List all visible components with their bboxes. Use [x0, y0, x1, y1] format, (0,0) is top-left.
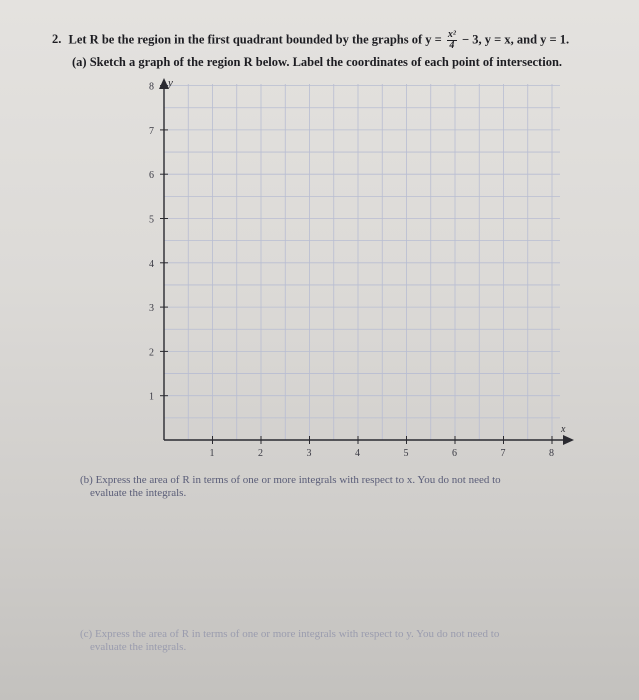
- question-number: 2.: [52, 32, 62, 47]
- x-axis-arrowhead: [563, 435, 574, 445]
- grid-lines: [164, 84, 560, 440]
- part-c-line-2: evaluate the integrals.: [90, 641, 187, 653]
- y-tick-label: 8: [149, 81, 154, 93]
- y-tick-label: 7: [149, 125, 154, 137]
- y-tick-label: 6: [149, 170, 154, 182]
- y-tick-label: 3: [149, 303, 154, 315]
- axes: [159, 78, 574, 445]
- x-tick-label: 3: [306, 448, 312, 459]
- y-tick-label: 2: [149, 347, 154, 359]
- y-tick-label: 4: [149, 258, 154, 270]
- fraction-numerator: x²: [447, 29, 456, 40]
- x-tick-label: 4: [355, 448, 360, 459]
- x-tick-label: 6: [452, 448, 457, 459]
- part-c-line-1: (c) Express the area of R in terms of one or more integrals with respect to y. You do not need to: [80, 628, 500, 640]
- part-c-prompt: [80, 628, 499, 654]
- tick-marks: [160, 86, 552, 444]
- question-intro-end: − 3, y = x, and y = 1.: [462, 32, 570, 47]
- part-b-line-1: (b) Express the area of R in terms of one or more integrals with respect to x. You do not need to: [80, 474, 501, 486]
- part-a-prompt: (a) Sketch a graph of the region R below. Label the coordinates of each point of intersection.: [72, 55, 563, 69]
- x-tick-label: 8: [549, 448, 554, 459]
- x-tick-label: 7: [500, 448, 506, 459]
- tick-labels: [149, 82, 554, 459]
- y-tick-label: 5: [149, 214, 154, 226]
- x-tick-label: 2: [258, 448, 263, 459]
- y-tick-label: 1: [149, 391, 154, 403]
- part-b-line-2: evaluate the integrals.: [90, 487, 187, 499]
- question-intro: Let R be the region in the first quadrant bounded by the graphs of y =: [68, 32, 442, 47]
- x-tick-label: 1: [209, 448, 215, 459]
- x-axis-label: x: [561, 424, 566, 435]
- part-b-prompt: [80, 474, 501, 500]
- fraction-denominator: 4: [449, 40, 455, 51]
- x-tick-label: 5: [403, 448, 409, 459]
- y-axis-label: y: [168, 77, 173, 89]
